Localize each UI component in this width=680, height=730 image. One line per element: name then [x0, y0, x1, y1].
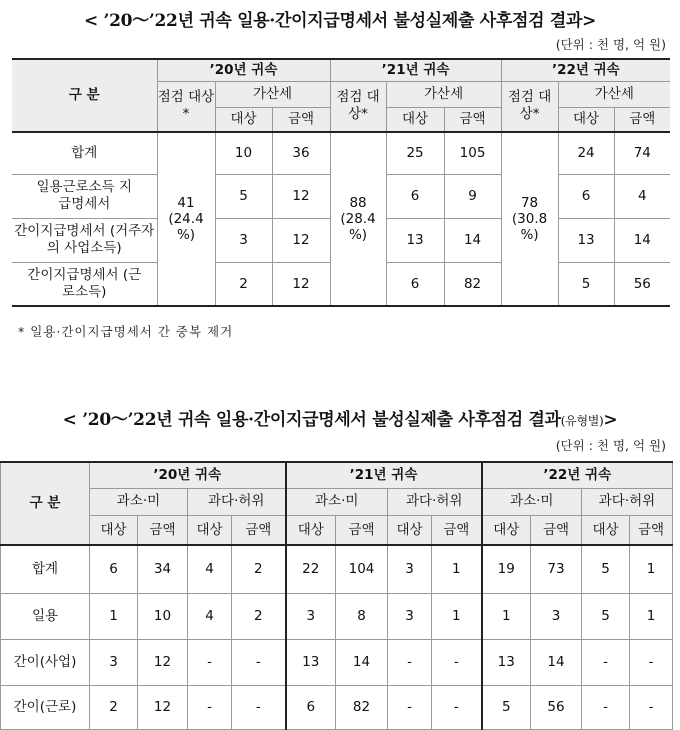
- cell: 6: [558, 174, 614, 218]
- amount-header: 금액: [531, 515, 582, 545]
- cell: 36: [272, 132, 330, 174]
- cell: 4: [188, 545, 232, 593]
- cell: 13: [286, 639, 336, 685]
- table1-check-header: 점검 대상*: [157, 81, 215, 132]
- amount-header: 금액: [630, 515, 673, 545]
- table1-year-header: ’22년 귀속: [501, 59, 670, 81]
- table1-penalty-header: 가산세: [386, 81, 501, 107]
- cell: 3: [531, 593, 582, 639]
- table1-amount-header: 금액: [614, 107, 670, 132]
- table1-target-header: 대상: [215, 107, 272, 132]
- table2-title: [0, 405, 680, 430]
- cell: 12: [138, 685, 188, 729]
- cell: 14: [336, 639, 388, 685]
- cell: 13: [558, 218, 614, 262]
- table1-target-header: 대상: [558, 107, 614, 132]
- cell: 6: [90, 545, 138, 593]
- target-header: 대상: [286, 515, 336, 545]
- table2-title-text: < ’20～’22년 귀속 일용·간이지급명세서 불성실제출 사후점검 결과: [62, 410, 561, 430]
- row-label: 합계: [1, 545, 90, 593]
- cell: -: [582, 685, 630, 729]
- row-label: 일용: [1, 593, 90, 639]
- cell: 105: [444, 132, 501, 174]
- table1-penalty-header: 가산세: [558, 81, 670, 107]
- cell: 5: [215, 174, 272, 218]
- table-row: [1, 593, 673, 639]
- table2-year-header: ’20년 귀속: [90, 462, 286, 488]
- cell: 2: [90, 685, 138, 729]
- cell: -: [630, 685, 673, 729]
- cell: 1: [432, 545, 482, 593]
- cell: 12: [272, 174, 330, 218]
- row-label: 일용근로소득 지급명세서: [12, 174, 157, 218]
- type-under-header: 과소·미: [90, 488, 188, 515]
- target-header: 대상: [582, 515, 630, 545]
- type-over-header: 과다·허위: [188, 488, 286, 515]
- cell: 1: [432, 593, 482, 639]
- check-value: 41 (24.4 %): [157, 132, 215, 306]
- cell: 74: [614, 132, 670, 174]
- amount-header: 금액: [432, 515, 482, 545]
- cell: 13: [482, 639, 531, 685]
- cell: 1: [630, 593, 673, 639]
- type-under-header: 과소·미: [286, 488, 388, 515]
- row-label: 간이지급명세서 (근로소득): [12, 262, 157, 306]
- cell: 3: [388, 545, 432, 593]
- cell: 2: [232, 545, 286, 593]
- target-header: 대상: [482, 515, 531, 545]
- cell: -: [582, 639, 630, 685]
- table1-footnote: * 일용·간이지급명세서 간 중복 제거: [18, 324, 234, 339]
- cell: 56: [531, 685, 582, 729]
- cell: 12: [138, 639, 188, 685]
- cell: 9: [444, 174, 501, 218]
- cell: 82: [336, 685, 388, 729]
- table1-year-header: ’20년 귀속: [157, 59, 330, 81]
- cell: 12: [272, 218, 330, 262]
- cell: 14: [614, 218, 670, 262]
- cell: 6: [386, 174, 444, 218]
- table1-penalty-header: 가산세: [215, 81, 330, 107]
- cell: -: [630, 639, 673, 685]
- cell: 34: [138, 545, 188, 593]
- table2-corner-label: 구 분: [1, 462, 90, 545]
- cell: 3: [286, 593, 336, 639]
- cell: 5: [558, 262, 614, 306]
- cell: 8: [336, 593, 388, 639]
- type-over-header: 과다·허위: [388, 488, 482, 515]
- table2-unit: (단위 : 천 명, 억 원): [555, 438, 666, 453]
- cell: 19: [482, 545, 531, 593]
- cell: 73: [531, 545, 582, 593]
- cell: 2: [232, 593, 286, 639]
- table1-year-header: ’21년 귀속: [330, 59, 501, 81]
- check-value: 78 (30.8 %): [501, 132, 558, 306]
- table2-title-suffix: (유형별): [560, 414, 604, 428]
- table2: [0, 461, 673, 730]
- target-header: 대상: [90, 515, 138, 545]
- cell: 1: [482, 593, 531, 639]
- row-label: 간이지급명세서 (거주자의 사업소득): [12, 218, 157, 262]
- cell: 56: [614, 262, 670, 306]
- cell: 1: [630, 545, 673, 593]
- cell: 6: [286, 685, 336, 729]
- cell: -: [188, 685, 232, 729]
- cell: 5: [582, 545, 630, 593]
- cell: -: [232, 639, 286, 685]
- table2-year-header: ’21년 귀속: [286, 462, 482, 488]
- cell: 3: [90, 639, 138, 685]
- table1-check-header: 점검 대상*: [330, 81, 386, 132]
- cell: 1: [90, 593, 138, 639]
- cell: -: [388, 639, 432, 685]
- amount-header: 금액: [232, 515, 286, 545]
- row-label: 간이(사업): [1, 639, 90, 685]
- cell: -: [432, 639, 482, 685]
- row-label: 합계: [12, 132, 157, 174]
- table-row: [12, 132, 670, 174]
- table2-title-end: >: [603, 410, 618, 430]
- cell: -: [388, 685, 432, 729]
- cell: 5: [582, 593, 630, 639]
- cell: -: [232, 685, 286, 729]
- cell: -: [432, 685, 482, 729]
- cell: 4: [614, 174, 670, 218]
- cell: 14: [444, 218, 501, 262]
- table1-title: < ’20～’22년 귀속 일용·간이지급명세서 불성실제출 사후점검 결과>: [83, 11, 597, 31]
- cell: 104: [336, 545, 388, 593]
- target-header: 대상: [388, 515, 432, 545]
- cell: 3: [215, 218, 272, 262]
- cell: 22: [286, 545, 336, 593]
- cell: 2: [215, 262, 272, 306]
- table-row: [1, 639, 673, 685]
- type-under-header: 과소·미: [482, 488, 582, 515]
- cell: 10: [138, 593, 188, 639]
- table1-target-header: 대상: [386, 107, 444, 132]
- cell: 25: [386, 132, 444, 174]
- cell: 82: [444, 262, 501, 306]
- cell: 13: [386, 218, 444, 262]
- cell: 10: [215, 132, 272, 174]
- table1-amount-header: 금액: [272, 107, 330, 132]
- cell: 14: [531, 639, 582, 685]
- amount-header: 금액: [336, 515, 388, 545]
- check-value: 88 (28.4 %): [330, 132, 386, 306]
- table1-check-header: 점검 대상*: [501, 81, 558, 132]
- cell: 3: [388, 593, 432, 639]
- cell: 12: [272, 262, 330, 306]
- table-row: [1, 685, 673, 729]
- amount-header: 금액: [138, 515, 188, 545]
- table-row: [1, 545, 673, 593]
- table2-year-header: ’22년 귀속: [482, 462, 673, 488]
- table1: [12, 58, 670, 307]
- table1-corner-label: 구 분: [12, 59, 157, 132]
- cell: 5: [482, 685, 531, 729]
- target-header: 대상: [188, 515, 232, 545]
- table1-unit: (단위 : 천 명, 억 원): [555, 37, 666, 52]
- cell: 6: [386, 262, 444, 306]
- row-label: 간이(근로): [1, 685, 90, 729]
- table1-amount-header: 금액: [444, 107, 501, 132]
- type-over-header: 과다·허위: [582, 488, 673, 515]
- cell: -: [188, 639, 232, 685]
- cell: 4: [188, 593, 232, 639]
- cell: 24: [558, 132, 614, 174]
